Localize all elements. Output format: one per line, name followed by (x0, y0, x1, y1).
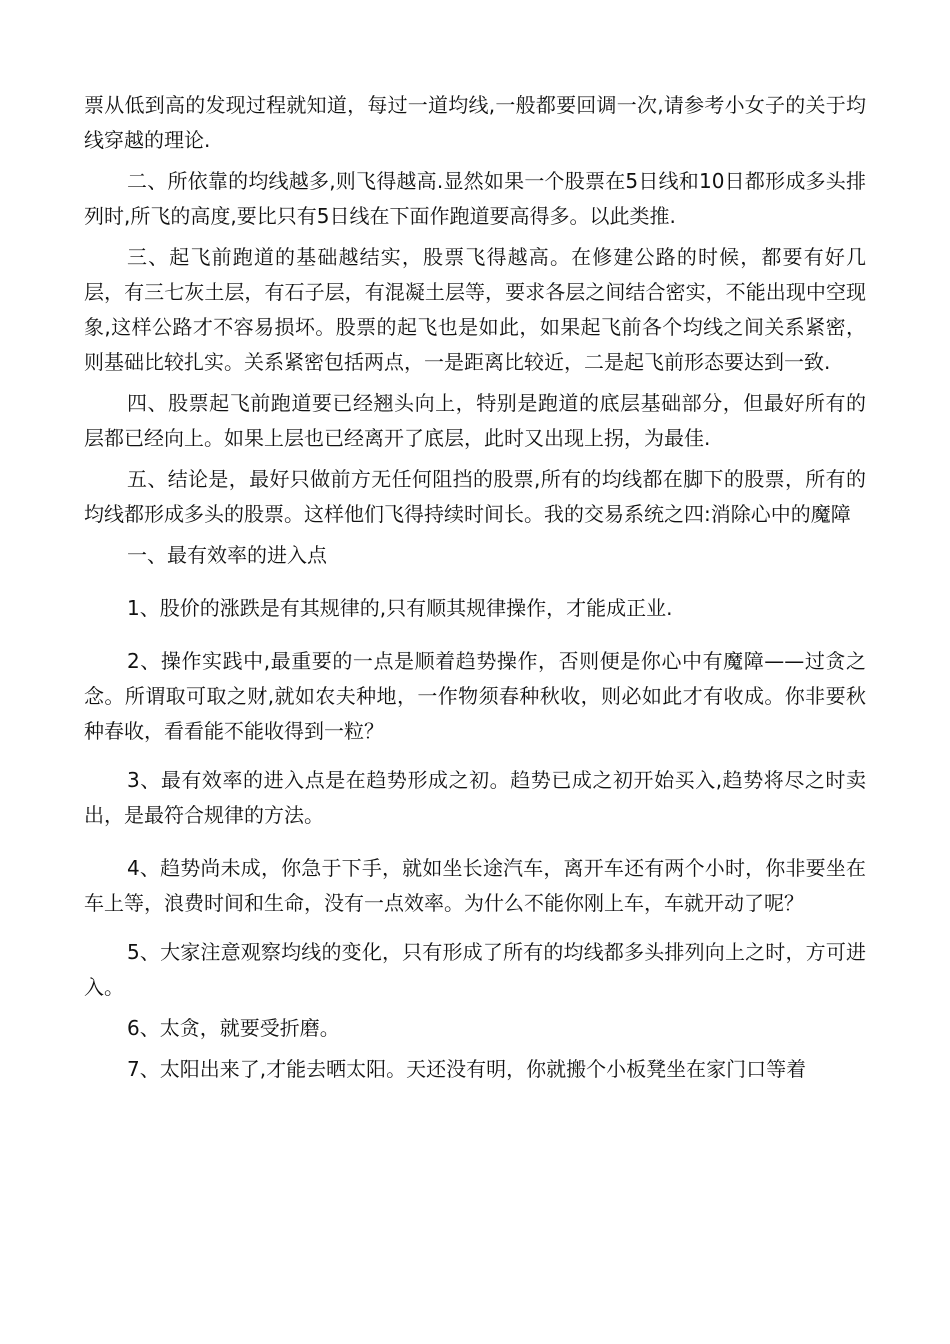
document-page (84, 88, 866, 1087)
list-item-5: 5、大家注意观察均线的变化，只有形成了所有的均线都多头排列向上之时，方可进入。 (84, 940, 866, 999)
section-heading: 一、最有效率的进入点 (127, 543, 327, 567)
list-item-2: 2、操作实践中,最重要的一点是顺着趋势操作，否则便是你心中有魔障——过贪之念。所谓取可取之财,就如农夫种地，一作物须春种秋收，则必如此才有收成。你非要秋种春收，看看能不能收得到一粒？ (84, 649, 866, 743)
list-item-3: 3、最有效率的进入点是在趋势形成之初。趋势已成之初开始买入,趋势将尽之时卖出，是最符合规律的方法。 (84, 768, 866, 827)
paragraph-point-three: 三、起飞前跑道的基础越结实，股票飞得越高。在修建公路的时候，都要有好几层，有三七灰土层，有石子层，有混凝土层等，要求各层之间结合密实，不能出现中空现象,这样公路才不容易损坏。股票的起飞也是如此，如果起飞前各个均线之间关系紧密，则基础比较扎实。关系紧密包括两点，一是距离比较近，二是起飞前形态要达到一致. (84, 245, 866, 374)
paragraph-continuation: 票从低到高的发现过程就知道，每过一道均线,一般都要回调一次,请参考小女子的关于均线穿越的理论. (84, 93, 866, 152)
list-item-7: 7、太阳出来了,才能去晒太阳。天还没有明，你就搬个小板凳坐在家门口等着 (127, 1057, 807, 1081)
paragraph-conclusion: 五、结论是，最好只做前方无任何阻挡的股票,所有的均线都在脚下的股票，所有的均线都形成多头的股票。这样他们飞得持续时间长。我的交易系统之四:消除心中的魔障 (84, 467, 866, 526)
list-item-1: 1、股价的涨跌是有其规律的,只有顺其规律操作，才能成正业. (127, 596, 673, 620)
paragraph-point-two: 二、所依靠的均线越多,则飞得越高.显然如果一个股票在5日线和10日都形成多头排列时,所飞的高度,要比只有5日线在下面作跑道要高得多。以此类推. (84, 169, 866, 228)
paragraph-point-four: 四、股票起飞前跑道要已经翘头向上，特别是跑道的底层基础部分，但最好所有的层都已经向上。如果上层也已经离开了底层，此时又出现上拐，为最佳. (84, 391, 866, 450)
list-item-6: 6、太贪，就要受折磨。 (127, 1016, 340, 1040)
list-item-4: 4、趋势尚未成，你急于下手，就如坐长途汽车，离开车还有两个小时，你非要坐在车上等，浪费时间和生命，没有一点效率。为什么不能你刚上车，车就开动了呢？ (84, 856, 866, 915)
